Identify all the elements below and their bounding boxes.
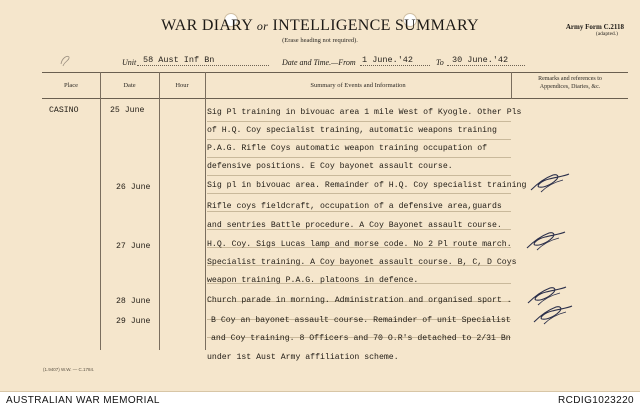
handwritten-initials-icon bbox=[530, 302, 574, 328]
summary-line: and Coy training. 8 Officers and 70 O.R's detached to 2/31 Bn bbox=[211, 334, 511, 343]
summary-line: P.A.G. Rifle Coys automatic weapon training occupation of bbox=[207, 144, 488, 153]
writing-line bbox=[207, 193, 511, 194]
title-or: or bbox=[256, 19, 269, 33]
writing-line bbox=[207, 211, 511, 212]
date-from-label: Date and Time.—From bbox=[282, 58, 356, 67]
summary-line: Specialist training. A Coy bayonet assault course. B, C, D Coys bbox=[207, 258, 517, 267]
date-to-value: 30 June.'42 bbox=[452, 55, 509, 65]
summary-line: under 1st Aust Army affiliation scheme. bbox=[207, 353, 399, 362]
summary-line: Rifle coys fieldcraft, occupation of a defensive area,guards bbox=[207, 202, 502, 211]
entry-date-25-june: 25 June bbox=[110, 106, 145, 115]
writing-line bbox=[207, 175, 511, 176]
writing-line bbox=[207, 139, 511, 140]
table-header-rule bbox=[42, 98, 628, 99]
title-war-diary: WAR DIARY bbox=[161, 17, 253, 34]
summary-line: defensive positions. E Coy bayonet assault course. bbox=[207, 162, 453, 171]
summary-line: H.Q. Coy. Sigs Lucas lamp and morse code. No 2 Pl route march. bbox=[207, 240, 512, 249]
unit-value: 58 Aust Inf Bn bbox=[143, 55, 215, 65]
date-from-dotted-line bbox=[360, 65, 430, 66]
remarks-header-line-1: Remarks and references to bbox=[538, 76, 602, 82]
entry-date-26-june: 26 June bbox=[116, 183, 151, 192]
column-header-hour: Hour bbox=[175, 82, 189, 89]
summary-line: Sig Pl training in bivouac area 1 mile West of Kyogle. Other Pls bbox=[207, 108, 522, 117]
handwritten-initials-icon bbox=[523, 228, 567, 254]
document-subtitle: (Erase heading not required). bbox=[282, 37, 358, 44]
table-top-rule bbox=[42, 72, 628, 73]
summary-line: Sig pl in bivouac area. Remainder of H.Q. Coy specialist training bbox=[207, 181, 527, 190]
writing-line bbox=[207, 121, 511, 122]
unit-dotted-line bbox=[137, 65, 269, 66]
summary-line: B Coy an bayonet assault course. Remainder of unit Specialist bbox=[211, 316, 511, 325]
handwritten-initials-icon bbox=[527, 170, 571, 196]
document-title bbox=[0, 17, 640, 35]
summary-line: of H.Q. Coy specialist training, automatic weapons training bbox=[207, 126, 497, 135]
entry-date-27-june: 27 June bbox=[116, 242, 151, 251]
footer-record-id: RCDIG1023220 bbox=[558, 395, 634, 406]
column-header-remarks bbox=[511, 76, 629, 91]
column-header-date: Date bbox=[123, 82, 136, 89]
writing-line bbox=[207, 157, 511, 158]
pencil-mark-icon bbox=[58, 52, 72, 68]
remarks-header-line-2: Appendices, Diaries, &c. bbox=[539, 83, 601, 90]
summary-line: weapon training P.A.G. platoons in defence. bbox=[207, 276, 419, 285]
column-header-place: Place bbox=[63, 82, 79, 89]
footer-archive-name: AUSTRALIAN WAR MEMORIAL bbox=[6, 395, 160, 406]
entry-date-28-june: 28 June bbox=[116, 297, 151, 306]
entry-date-29-june: 29 June bbox=[116, 317, 151, 326]
entry-place: CASINO bbox=[49, 106, 79, 115]
unit-label: Unit bbox=[122, 58, 137, 67]
column-header-summary: Summary of Events and Information bbox=[310, 82, 406, 89]
army-form-number: Army Form C.2118 bbox=[565, 23, 624, 31]
column-divider-hour bbox=[205, 72, 206, 350]
summary-line: and sentries Battle procedure. A Coy Bayonet assault course. bbox=[207, 221, 502, 230]
title-intelligence-summary: INTELLIGENCE SUMMARY bbox=[272, 17, 479, 34]
date-from-value: 1 June.'42 bbox=[362, 55, 414, 65]
date-to-dotted-line bbox=[447, 65, 525, 66]
column-divider-date bbox=[159, 72, 160, 350]
army-form-note: (adapted.) bbox=[595, 31, 618, 37]
summary-line: Church parade in morning. Administration and organised sport . bbox=[207, 296, 512, 305]
date-to-label: To bbox=[436, 58, 444, 67]
print-code: (1.9407) W.W. — C.1784. bbox=[43, 367, 95, 372]
column-divider-place bbox=[100, 72, 101, 350]
